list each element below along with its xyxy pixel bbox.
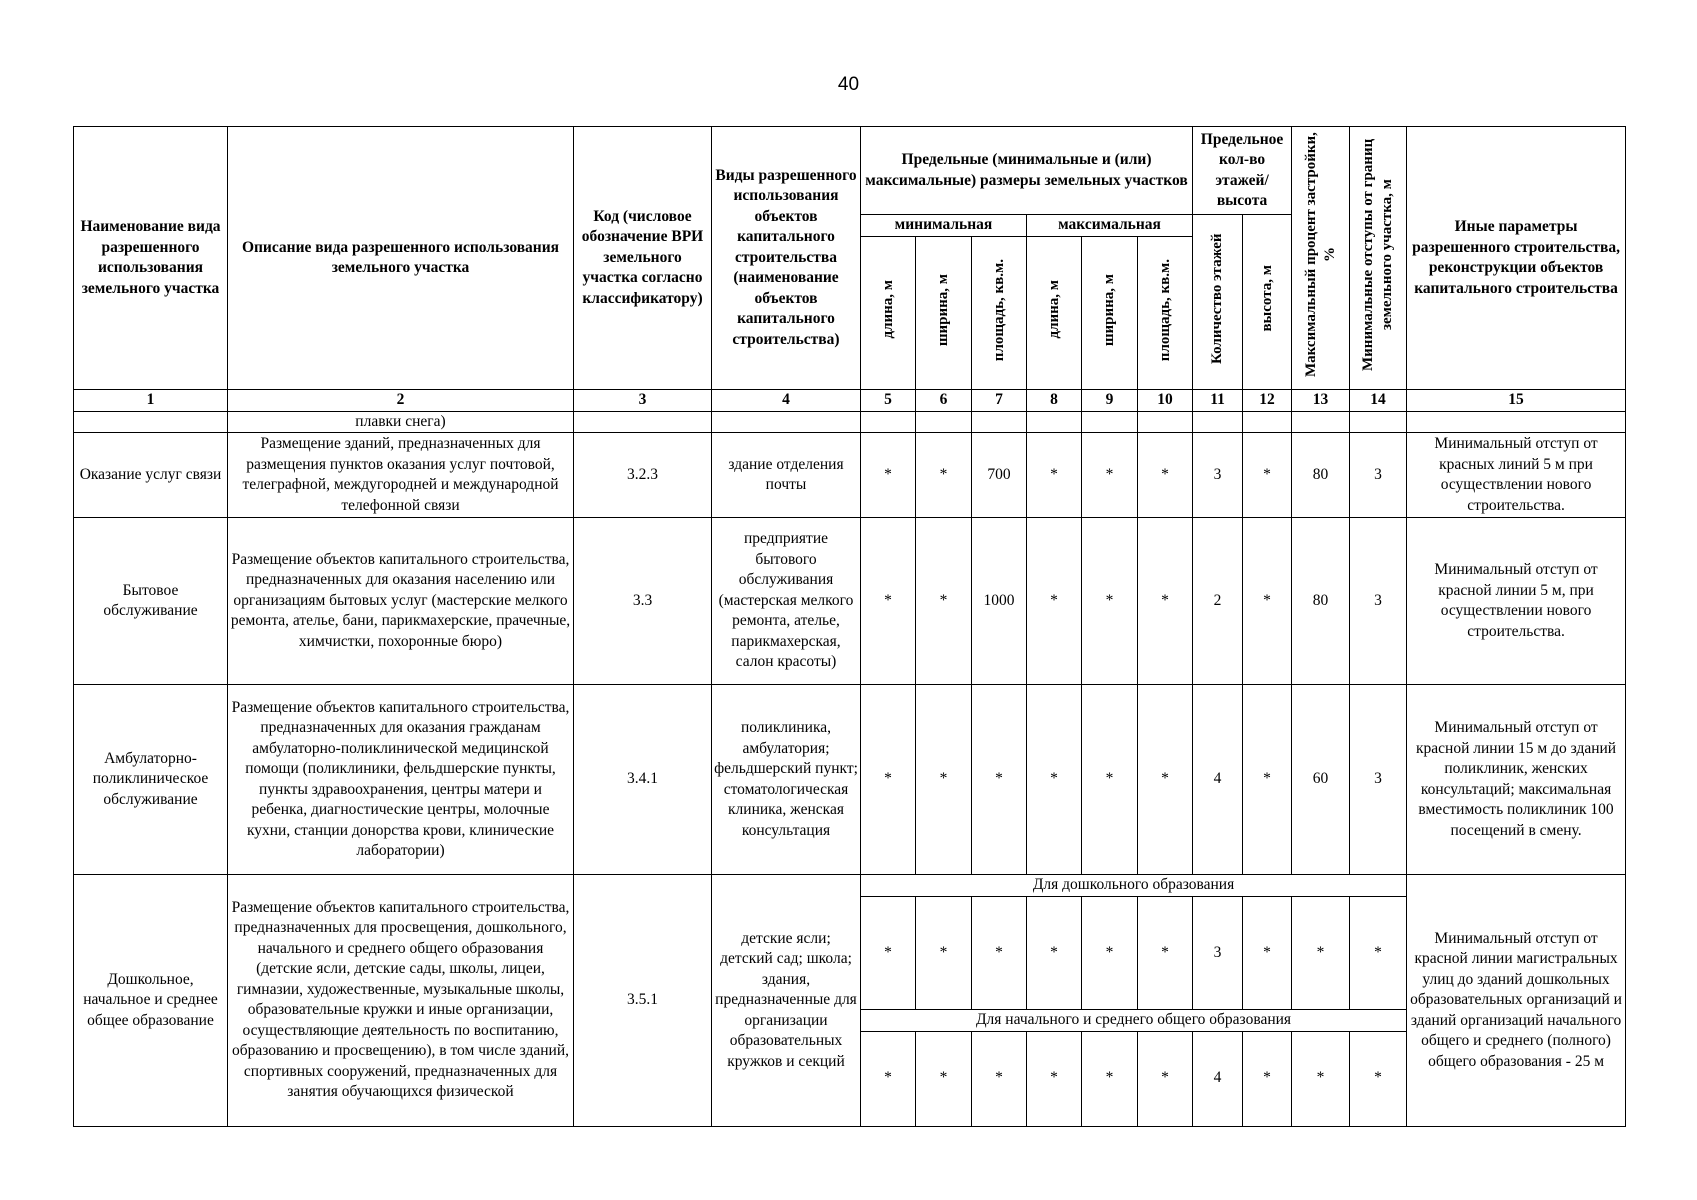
cell-max-area: * [1138, 518, 1193, 685]
cell-max-length: * [1027, 518, 1082, 685]
cell-max-area: * [1138, 433, 1193, 518]
header-min: минимальная [861, 215, 1027, 237]
cell-max-area: * [1138, 685, 1193, 875]
cell-floors: 4 [1193, 685, 1243, 875]
cell-min-length: * [861, 1031, 916, 1126]
cell-min-area: 1000 [972, 518, 1027, 685]
cell-min-width: * [916, 518, 972, 685]
cell-setback: * [1350, 1031, 1407, 1126]
row-name: Оказание услуг связи [74, 433, 228, 518]
cell-floors: 3 [1193, 897, 1243, 1010]
header-min-length: длина, м [861, 237, 916, 390]
cell-height: * [1243, 433, 1292, 518]
header-floors: Количество этажей [1193, 215, 1243, 390]
col-num: 14 [1350, 390, 1407, 412]
cell-setback: 3 [1350, 433, 1407, 518]
header-max-area: площадь, кв.м. [1138, 237, 1193, 390]
header-max-length: длина, м [1027, 237, 1082, 390]
subheader-general-education: Для начального и среднего общего образования [861, 1010, 1407, 1032]
header-floors-group: Предельное кол-во этажей/ высота [1193, 127, 1292, 215]
subheader-preschool: Для дошкольного образования [861, 875, 1407, 897]
cell-min-width: * [916, 433, 972, 518]
cell-max-area: * [1138, 897, 1193, 1010]
row-code: 3.2.3 [574, 433, 712, 518]
cell-height: * [1243, 518, 1292, 685]
cell-min-width: * [916, 1031, 972, 1126]
col-num: 2 [228, 390, 574, 412]
table-row [74, 433, 1626, 518]
row-other-params: Минимальный отступ от красных линий 5 м при осуществлении нового строительства. [1407, 433, 1626, 518]
row-other-params: Минимальный отступ от красной линии магистральных улиц до зданий дошкольных образовательных организаций и зданий организаций начального общего и среднего (полного) общего образования - 25 м [1407, 875, 1626, 1127]
row-objects: здание отделения почты [712, 433, 861, 518]
cell-max-width: * [1082, 433, 1138, 518]
col-num: 3 [574, 390, 712, 412]
cell-height: * [1243, 685, 1292, 875]
page-number: 40 [837, 74, 860, 95]
cell-min-area: * [972, 685, 1027, 875]
cell-build-percent: 60 [1292, 685, 1350, 875]
cell-min-area: * [972, 1031, 1027, 1126]
row-other-params: Минимальный отступ от красной линии 15 м до зданий поликлиник, женских консультаций; максимальная вместимость поликлиник 100 посещений в смену. [1407, 685, 1626, 875]
row-code: 3.5.1 [574, 875, 712, 1127]
header-code: Код (числовое обозначение ВРИ земельного участка согласно классификатору) [574, 127, 712, 390]
row-name: Амбулаторно-поликлиническое обслуживание [74, 685, 228, 875]
cell-build-percent: 80 [1292, 433, 1350, 518]
cell-max-area: * [1138, 1031, 1193, 1126]
col-num: 7 [972, 390, 1027, 412]
col-num: 6 [916, 390, 972, 412]
cell-setback: 3 [1350, 518, 1407, 685]
col-num: 4 [712, 390, 861, 412]
cell-floors: 3 [1193, 433, 1243, 518]
row-name: Дошкольное, начальное и среднее общее образование [74, 875, 228, 1127]
col-num: 9 [1082, 390, 1138, 412]
row-description: Размещение объектов капитального строительства, предназначенных для оказания населению или организациям бытовых услуг (мастерские мелкого ремонта, ателье, бани, парикмахерские, прачечные, химчистки, похоронные бюро) [228, 518, 574, 685]
row-description: Размещение объектов капитального строительства, предназначенных для просвещения, дошкольного, начального и среднего общего образования (детские ясли, детские сады, школы, лицеи, гимназии, художественные, музыкальные школы, образовательные кружки и иные организации, осуществляющие деятельность по воспитанию, образованию и просвещению), в том числе зданий, спортивных сооружений, предназначенных для занятия обучающихся физической [228, 875, 574, 1127]
cell-min-length: * [861, 897, 916, 1010]
header-max: максимальная [1027, 215, 1193, 237]
cell-height: * [1243, 897, 1292, 1010]
row-code: 3.4.1 [574, 685, 712, 875]
col-num: 12 [1243, 390, 1292, 412]
cell-max-length: * [1027, 433, 1082, 518]
row-other-params: Минимальный отступ от красной линии 5 м, при осуществлении нового строительства. [1407, 518, 1626, 685]
header-name: Наименование вида разрешенного использования земельного участка [74, 127, 228, 390]
col-num: 13 [1292, 390, 1350, 412]
cell-max-width: * [1082, 685, 1138, 875]
cell-max-length: * [1027, 1031, 1082, 1126]
col-num: 1 [74, 390, 228, 412]
land-use-table [73, 126, 1626, 1127]
cell-build-percent: 80 [1292, 518, 1350, 685]
header-description: Описание вида разрешенного использования земельного участка [228, 127, 574, 390]
row-objects: детские ясли; детский сад; школа; здания, предназначенные для организации образовательных кружков и секций [712, 875, 861, 1127]
row-description: Размещение зданий, предназначенных для размещения пунктов оказания услуг почтовой, телеграфной, междугородней и международной телефонной связи [228, 433, 574, 518]
row-code: 3.3 [574, 518, 712, 685]
cell-floors: 2 [1193, 518, 1243, 685]
row-description: плавки снега) [228, 411, 574, 433]
header-height: высота, м [1243, 215, 1292, 390]
table-row [74, 411, 1626, 433]
header-build-percent: Максимальный процент застройки, % [1292, 127, 1350, 390]
row-objects: предприятие бытового обслуживания (мастерская мелкого ремонта, ателье, парикмахерская, салон красоты) [712, 518, 861, 685]
column-numbers-row [74, 390, 1626, 412]
row-name: Бытовое обслуживание [74, 518, 228, 685]
cell-build-percent: * [1292, 1031, 1350, 1126]
row-description: Размещение объектов капитального строительства, предназначенных для оказания гражданам амбулаторно-поликлинической медицинской помощи (поликлиники, фельдшерские пункты, пункты здравоохранения, центры матери и ребенка, диагностические центры, молочные кухни, станции донорства крови, клинические лаборатории) [228, 685, 574, 875]
cell-floors: 4 [1193, 1031, 1243, 1126]
cell-height: * [1243, 1031, 1292, 1126]
header-other-params: Иные параметры разрешенного строительства, реконструкции объектов капитального строительства [1407, 127, 1626, 390]
header-objects: Виды разрешенного использования объектов капитального строительства (наименование объектов капитального строительства) [712, 127, 861, 390]
cell-max-width: * [1082, 1031, 1138, 1126]
cell-setback: * [1350, 897, 1407, 1010]
cell-max-width: * [1082, 897, 1138, 1010]
col-num: 5 [861, 390, 916, 412]
header-setback: Минимальные отступы от границ земельного участка, м [1350, 127, 1407, 390]
col-num: 10 [1138, 390, 1193, 412]
cell-build-percent: * [1292, 897, 1350, 1010]
cell-min-length: * [861, 433, 916, 518]
col-num: 15 [1407, 390, 1626, 412]
cell-min-area: 700 [972, 433, 1027, 518]
cell-max-length: * [1027, 897, 1082, 1010]
cell-min-area: * [972, 897, 1027, 1010]
cell-min-width: * [916, 897, 972, 1010]
table-row [74, 518, 1626, 685]
header-min-width: ширина, м [916, 237, 972, 390]
header-min-area: площадь, кв.м. [972, 237, 1027, 390]
col-num: 8 [1027, 390, 1082, 412]
cell-max-length: * [1027, 685, 1082, 875]
cell-min-length: * [861, 518, 916, 685]
cell-max-width: * [1082, 518, 1138, 685]
cell-setback: 3 [1350, 685, 1407, 875]
header-plot-sizes: Предельные (минимальные и (или) максимальные) размеры земельных участков [861, 127, 1193, 215]
table-row [74, 875, 1626, 897]
col-num: 11 [1193, 390, 1243, 412]
cell-min-length: * [861, 685, 916, 875]
row-objects: поликлиника, амбулатория; фельдшерский пункт; стоматологическая клиника, женская консультация [712, 685, 861, 875]
cell-min-width: * [916, 685, 972, 875]
table-row [74, 685, 1626, 875]
header-max-width: ширина, м [1082, 237, 1138, 390]
